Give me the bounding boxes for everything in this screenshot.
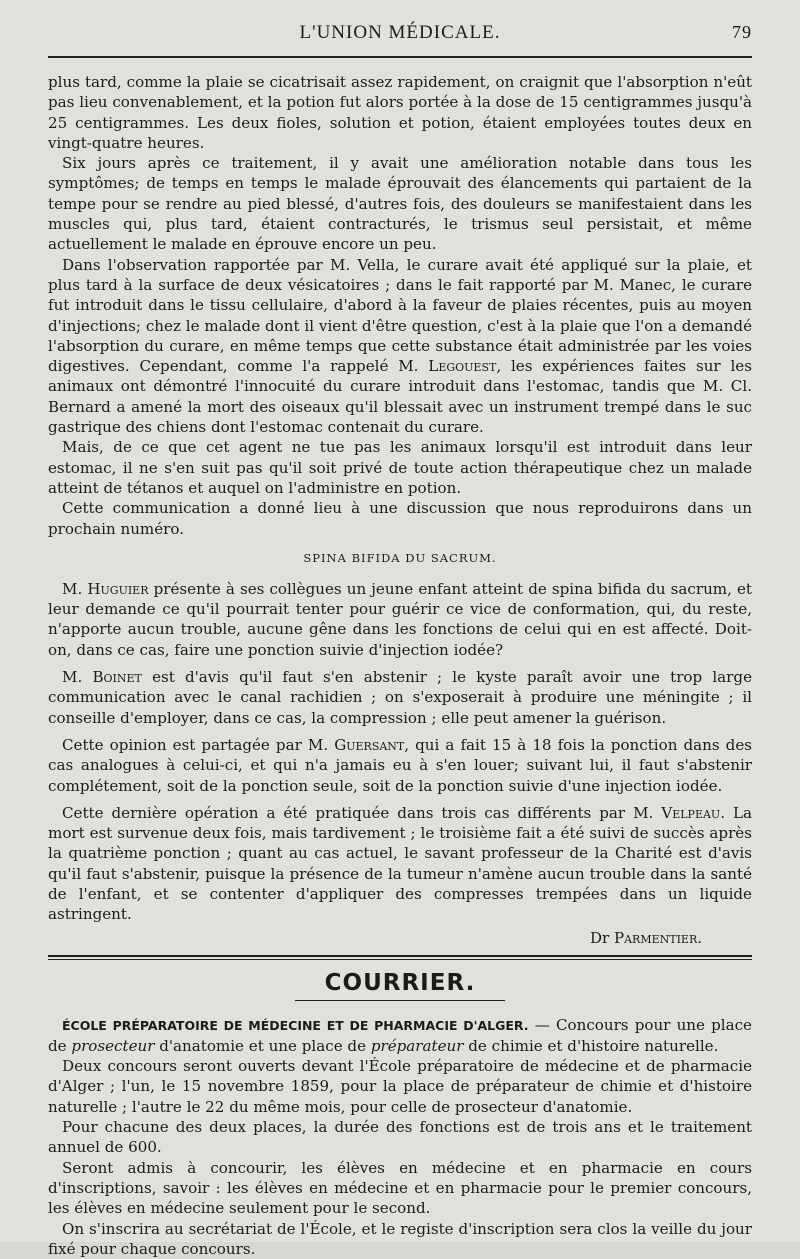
paragraph-admission: Seront admis à concourir, les élèves en médecine et en pharmacie en cours d'inscriptions, savoir : les élèves en médecine et en pharmacie pour le premier concours, les élèves en médecine seulement pour le second.	[48, 1158, 752, 1218]
paragraph-discussion: Cette communication a donné lieu à une discussion que nous reproduirons dans un prochain numéro.	[48, 499, 752, 538]
courrier-rule	[295, 1000, 505, 1001]
signature: Dr Parmentier.	[590, 928, 702, 947]
lead-heading: ÉCOLE PRÉPARATOIRE DE MÉDECINE ET DE PHARMACIE D'ALGER.	[62, 1017, 529, 1033]
paragraph-continuation: plus tard, comme la plaie se cicatrisait assez rapidement, on craignit que l'absorption n'eût pas lieu convenablement, et la potion fut alors portée à la dose de 15 centigrammes jusqu'à 25 centigrammes. Les deux fioles, solution et potion, étaient employées toutes deux en vingt-quatre heures.	[48, 73, 752, 152]
paragraph-velpeau: Cette dernière opération a été pratiquée dans trois cas différents par M. Velpeau. La mort est survenue deux fois, mais tardivement ; le troisième fait a été suivi de succès après la quatrième ponction ; quant au cas actuel, le savant professeur de la Charité est d'avis qu'il faut s'abstenir, puisque la présence de la tumeur n'amène aucun trouble dans la santé de l'enfant, et se contenter d'appliquer des compresses trempées dans un liquide astringent.	[48, 803, 752, 924]
paragraph-therapeutic: Mais, de ce que cet agent ne tue pas les animaux lorsqu'il est introduit dans leur estomac, il ne s'en suit pas qu'il soit privé de toute action thérapeutique chez un malade atteint de tétanos et auquel on l'administre en potion.	[48, 438, 752, 497]
paragraph-observations: Dans l'observation rapportée par M. Vella, le curare avait été appliqué sur la plaie, et plus tard à la surface de deux vésicatoires ; dans le fait rapporté par M. Manec, le curare fut introduit dans le tissu cellulaire, d'abord à la faveur de plaies récentes, puis au moyen d'injections; chez le malade dont il vient d'être question, c'est à la plaie que l'on a demandé l'absorption du curare, en même temps que cette substance était administrée par les voies digestives. Cependant, comme l'a rappelé M. Legouest, les expériences faites sur les animaux ont démontré l'innocuité du curare introduit dans l'estomac, tandis que M. Cl. Bernard a amené la mort des oiseaux qu'il blessait avec un instrument trempé dans le suc gastrique des chiens dont l'estomac contenait du curare.	[48, 255, 752, 437]
header-rule	[48, 56, 752, 58]
paragraph-huguier: M. Huguier présente à ses collègues un jeune enfant atteint de spina bifida du sacrum, et leur demande ce qu'il pourrait tenter pour guérir ce vice de conformation, qui, du reste, n'apporte aucun trouble, aucune gêne dans les fonctions de celui qui en est affecté. Doit-on, dans ce cas, faire une ponction suivie d'injection iodée?	[48, 579, 752, 659]
author-name: Boinet	[92, 668, 142, 687]
section-divider	[48, 955, 752, 960]
paragraph-improvement: Six jours après ce traitement, il y avait une amélioration notable dans tous les symptômes; de temps en temps le malade éprouvait des élancements qui partaient de la tempe pour se rendre au pied blessé, d'autres fois, des douleurs se manifestaient dans les muscles qui, plus tard, étaient contracturés, le trismus seul persistait, et même actuellement le malade en éprouve encore un peu.	[48, 154, 752, 254]
courrier-heading: COURRIER.	[324, 969, 476, 996]
author-name: Huguier	[87, 579, 149, 598]
paragraph-boinet: M. Boinet est d'avis qu'il faut s'en abstenir ; le kyste paraît avoir une trop large communication avec le canal rachidien ; on s'exposerait à produire une méningite ; il conseille d'employer, dans ce cas, la compression ; elle peut amener la guérison.	[48, 668, 752, 727]
paragraph-concours: Deux concours seront ouverts devant l'École préparatoire de médecine et de pharmacie d'Alger ; l'un, le 15 novembre 1859, pour la place de préparateur de chimie et d'histoire naturelle ; l'autre le 22 du même mois, pour celle de prosecteur d'anatomie.	[48, 1057, 752, 1116]
author-name: Velpeau	[661, 803, 721, 822]
author-name: Guersant	[334, 735, 405, 754]
journal-title: L'UNION MÉDICALE.	[299, 22, 501, 43]
paragraph-inscription: On s'inscrira au secrétariat de l'École, et le registe d'inscription sera clos la veille du jour fixé pour chaque concours.	[48, 1219, 752, 1258]
page-number: 79	[732, 22, 752, 42]
running-head	[48, 22, 752, 50]
section-title: SPINA BIFIDA DU SACRUM.	[303, 550, 497, 565]
paragraph-duree: Pour chacune des deux places, la durée des fonctions est de trois ans et le traitement annuel de 600.	[48, 1118, 752, 1157]
paragraph-ecole-algier: ÉCOLE PRÉPARATOIRE DE MÉDECINE ET DE PHARMACIE D'ALGER. — Concours pour une place de prosecteur d'anatomie et une place de préparateur de chimie et d'histoire naturelle.	[48, 1015, 752, 1055]
paragraph-guersant: Cette opinion est partagée par M. Guersant, qui a fait 15 à 18 fois la ponction dans des cas analogues à celui-ci, et qui n'a jamais eu à s'en louer; suivant lui, il faut s'abstenir complétement, soit de la ponction seule, soit de la ponction suivie d'une injection iodée.	[48, 735, 753, 795]
author-name: Legouest	[428, 357, 497, 376]
